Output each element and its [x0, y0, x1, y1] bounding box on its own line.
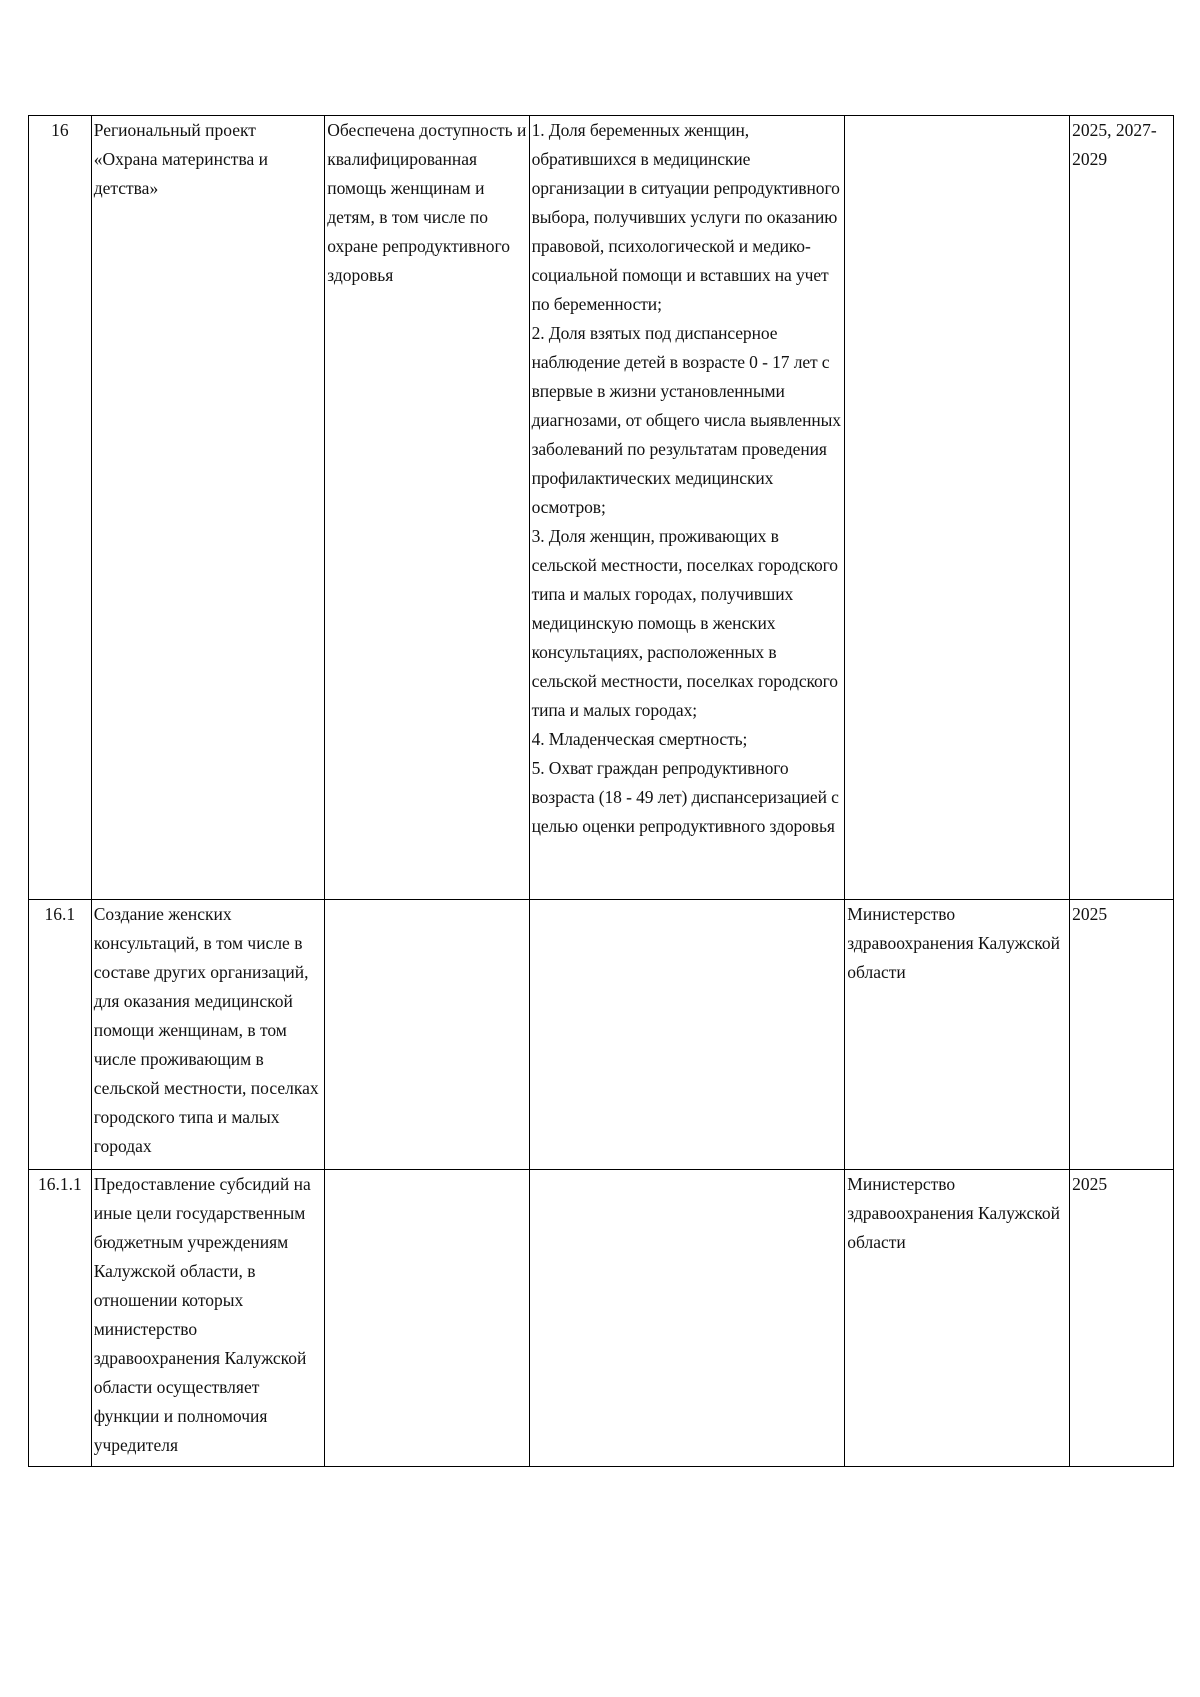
program-table — [28, 115, 1174, 1467]
measure-name-cell: Предоставление субсидий на иные цели государственным бюджетным учреждениям Калужской области, в отношении которых министерство здравоохранения Калужской области осуществляет функции и полномочия учредителя — [91, 1170, 325, 1467]
table-row — [29, 1170, 1174, 1467]
result-cell: Обеспечена доступность и квалифицированная помощь женщинам и детям, в том числе по охране репродуктивного здоровья — [325, 116, 529, 900]
executor-cell: Министерство здравоохранения Калужской области — [845, 1170, 1070, 1467]
table-row — [29, 900, 1174, 1170]
row-number: 16.1 — [29, 900, 92, 1170]
indicators-cell — [529, 1170, 845, 1467]
result-cell — [325, 900, 529, 1170]
executor-cell: Министерство здравоохранения Калужской области — [845, 900, 1070, 1170]
table-row — [29, 116, 1174, 900]
years-cell: 2025, 2027-2029 — [1070, 116, 1174, 900]
indicators-cell: 1. Доля беременных женщин, обратившихся в медицинские организации в ситуации репродуктивного выбора, получивших услуги по оказанию правовой, психологической и медико-социальной помощи и вставших на учет по беременности; 2. Доля взятых под диспансерное наблюдение детей в возрасте 0 - 17 лет с впервые в жизни установленными диагнозами, от общего числа выявленных заболеваний по результатам проведения профилактических медицинских осмотров; 3. Доля женщин, проживающих в сельской местности, поселках городского типа и малых городах, получивших медицинскую помощь в женских консультациях, расположенных в сельской местности, поселках городского типа и малых городах; 4. Младенческая смертность; 5. Охват граждан репродуктивного возраста (18 - 49 лет) диспансеризацией с целью оценки репродуктивного здоровья — [529, 116, 845, 900]
result-cell — [325, 1170, 529, 1467]
row-number: 16 — [29, 116, 92, 900]
indicators-cell — [529, 900, 845, 1170]
row-number: 16.1.1 — [29, 1170, 92, 1467]
measure-name-cell: Создание женских консультаций, в том числе в составе других организаций, для оказания медицинской помощи женщинам, в том числе проживающим в сельской местности, поселках городского типа и малых городах — [91, 900, 325, 1170]
executor-cell — [845, 116, 1070, 900]
years-cell: 2025 — [1070, 900, 1174, 1170]
years-cell: 2025 — [1070, 1170, 1174, 1467]
measure-name-cell: Региональный проект «Охрана материнства и детства» — [91, 116, 325, 900]
